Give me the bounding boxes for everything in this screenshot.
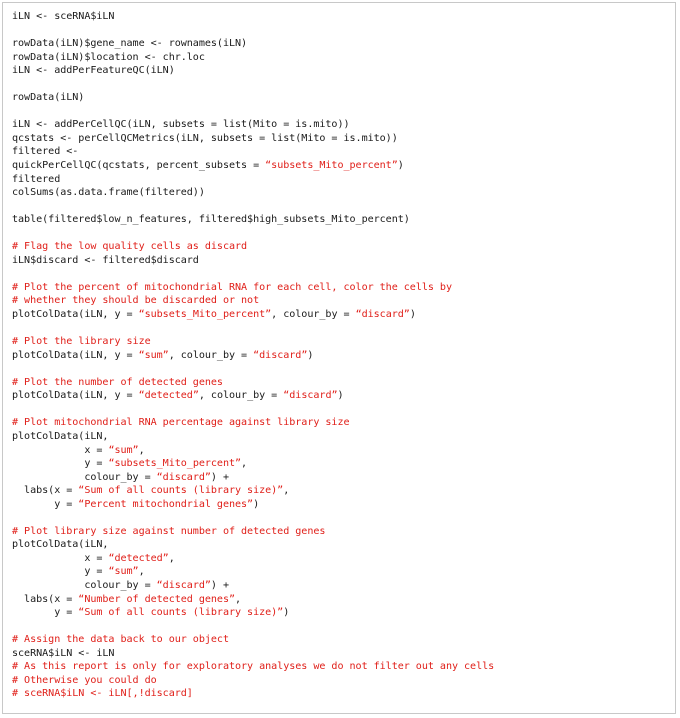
code-line bbox=[12, 538, 671, 552]
code-line bbox=[12, 430, 671, 444]
code-line bbox=[12, 240, 671, 254]
code-text: rowData(iLN)$location <- chr.loc bbox=[12, 51, 205, 63]
blank-line bbox=[12, 24, 671, 38]
code-text: , bbox=[283, 485, 290, 497]
code-line bbox=[12, 118, 671, 132]
code-line bbox=[12, 484, 671, 498]
code-line bbox=[12, 308, 671, 322]
code-line bbox=[12, 186, 671, 200]
blank-line bbox=[12, 78, 671, 92]
code-line bbox=[12, 37, 671, 51]
code-string: “sum” bbox=[108, 566, 139, 578]
code-line bbox=[12, 389, 671, 403]
code-line bbox=[12, 525, 671, 539]
code-text: iLN <- sceRNA$iLN bbox=[12, 11, 115, 22]
code-string: “sum” bbox=[138, 349, 169, 361]
code-string: “detected” bbox=[108, 552, 169, 564]
code-line bbox=[12, 606, 671, 620]
code-text: plotColData(iLN, y = bbox=[12, 309, 139, 321]
code-text: ) bbox=[253, 498, 260, 510]
blank-line bbox=[12, 267, 671, 281]
code-text: filtered bbox=[12, 173, 61, 185]
code-text: y = bbox=[12, 498, 79, 510]
code-text: labs(x = bbox=[12, 485, 79, 497]
code-string: “subsets_Mito_percent” bbox=[138, 309, 272, 321]
code-text: filtered <- bbox=[12, 146, 79, 158]
code-text: qcstats <- perCellQCMetrics(iLN, subsets = list(Mito = is.mito)) bbox=[12, 132, 398, 144]
code-text: ) bbox=[283, 607, 290, 619]
code-text: , bbox=[168, 552, 175, 564]
code-text: ) bbox=[397, 160, 404, 172]
code-block-frame bbox=[2, 2, 676, 714]
code-text: ) bbox=[307, 349, 314, 361]
code-string: “subsets_Mito_percent” bbox=[108, 458, 242, 470]
code-line bbox=[12, 145, 671, 159]
code-text: iLN$discard <- filtered$discard bbox=[12, 254, 199, 266]
code-text: colSums(as.data.frame(filtered)) bbox=[12, 187, 205, 199]
code-comment: # Assign the data back to our object bbox=[12, 634, 229, 646]
code-comment: # Otherwise you could do bbox=[12, 674, 157, 686]
code-line bbox=[12, 674, 671, 688]
code-text: sceRNA$iLN <- iLN bbox=[12, 647, 115, 659]
code-string: “discard” bbox=[253, 349, 308, 361]
code-comment: # Plot the percent of mitochondrial RNA for each cell, color the cells by bbox=[12, 281, 452, 293]
code-text: , bbox=[138, 566, 145, 578]
blank-line bbox=[12, 200, 671, 214]
code-line bbox=[12, 335, 671, 349]
code-text: iLN <- addPerFeatureQC(iLN) bbox=[12, 65, 175, 77]
code-comment: # Plot the library size bbox=[12, 336, 151, 348]
code-string: “Number of detected genes” bbox=[78, 593, 235, 605]
code-line bbox=[12, 444, 671, 458]
code-line bbox=[12, 254, 671, 268]
code-comment: # Plot the number of detected genes bbox=[12, 376, 223, 388]
code-comment: # Plot mitochondrial RNA percentage against library size bbox=[12, 417, 350, 429]
code-text: , bbox=[138, 444, 145, 456]
code-line bbox=[12, 173, 671, 187]
code-text: quickPerCellQC(qcstats, percent_subsets = bbox=[12, 160, 266, 172]
code-line bbox=[12, 687, 671, 701]
code-line bbox=[12, 213, 671, 227]
code-text: , colour_by = bbox=[198, 390, 284, 402]
code-line bbox=[12, 565, 671, 579]
code-string: “Percent mitochondrial genes” bbox=[78, 498, 254, 510]
code-text: , colour_by = bbox=[168, 349, 254, 361]
code-text: iLN <- addPerCellQC(iLN, subsets = list(Mito = is.mito)) bbox=[12, 119, 350, 131]
code-line bbox=[12, 416, 671, 430]
code-text: ) + bbox=[210, 579, 229, 591]
code-line bbox=[12, 294, 671, 308]
code-line bbox=[12, 593, 671, 607]
code-text: y = bbox=[12, 458, 109, 470]
code-comment: # whether they should be discarded or not bbox=[12, 295, 260, 307]
code-line bbox=[12, 579, 671, 593]
code-line bbox=[12, 498, 671, 512]
code-string: “discard” bbox=[355, 309, 410, 321]
code-line bbox=[12, 633, 671, 647]
code-line bbox=[12, 349, 671, 363]
blank-line bbox=[12, 227, 671, 241]
code-line bbox=[12, 64, 671, 78]
code-string: “sum” bbox=[108, 444, 139, 456]
code-line bbox=[12, 660, 671, 674]
code-text: , bbox=[241, 458, 248, 470]
code-string: “Sum of all counts (library size)” bbox=[78, 607, 284, 619]
code-comment: # As this report is only for exploratory analyses we do not filter out any cells bbox=[12, 661, 495, 673]
code-string: “discard” bbox=[283, 390, 338, 402]
code-text: colour_by = bbox=[12, 471, 157, 483]
code-line bbox=[12, 132, 671, 146]
blank-line bbox=[12, 620, 671, 634]
code-text: , colour_by = bbox=[271, 309, 356, 321]
code-string: “Sum of all counts (library size)” bbox=[78, 485, 284, 497]
code-text: labs(x = bbox=[12, 593, 79, 605]
code-string: “discard” bbox=[156, 471, 211, 483]
code-line bbox=[12, 10, 671, 24]
code-line bbox=[12, 457, 671, 471]
code-line bbox=[12, 552, 671, 566]
blank-line bbox=[12, 322, 671, 336]
code-string: “discard” bbox=[156, 579, 211, 591]
blank-line bbox=[12, 105, 671, 119]
code-text: rowData(iLN) bbox=[12, 92, 85, 104]
code-text: x = bbox=[12, 444, 109, 456]
code-text: plotColData(iLN, bbox=[12, 430, 109, 442]
code-line bbox=[12, 159, 671, 173]
code-text: , bbox=[235, 593, 242, 605]
code-line bbox=[12, 647, 671, 661]
code-text: rowData(iLN)$gene_name <- rownames(iLN) bbox=[12, 38, 248, 50]
code-line bbox=[12, 91, 671, 105]
code-text: plotColData(iLN, bbox=[12, 539, 109, 551]
blank-line bbox=[12, 362, 671, 376]
code-line bbox=[12, 281, 671, 295]
code-text: ) bbox=[409, 309, 416, 321]
code-text: plotColData(iLN, y = bbox=[12, 349, 139, 361]
code-text: ) bbox=[337, 390, 344, 402]
blank-line bbox=[12, 511, 671, 525]
code-line bbox=[12, 471, 671, 485]
code-string: “detected” bbox=[138, 390, 199, 402]
code-line bbox=[12, 376, 671, 390]
code-text: colour_by = bbox=[12, 579, 157, 591]
code-text: y = bbox=[12, 607, 79, 619]
code-line bbox=[12, 51, 671, 65]
code-text: plotColData(iLN, y = bbox=[12, 390, 139, 402]
code-text: y = bbox=[12, 566, 109, 578]
code-text: ) + bbox=[210, 471, 229, 483]
code-comment: # Flag the low quality cells as discard bbox=[12, 241, 248, 253]
code-block bbox=[12, 10, 671, 701]
code-string: “subsets_Mito_percent” bbox=[265, 160, 398, 172]
code-text: table(filtered$low_n_features, filtered$high_subsets_Mito_percent) bbox=[12, 214, 410, 226]
code-comment: # Plot library size against number of detected genes bbox=[12, 525, 326, 537]
blank-line bbox=[12, 403, 671, 417]
code-text: x = bbox=[12, 552, 109, 564]
code-comment: # sceRNA$iLN <- iLN[,!discard] bbox=[12, 688, 193, 700]
